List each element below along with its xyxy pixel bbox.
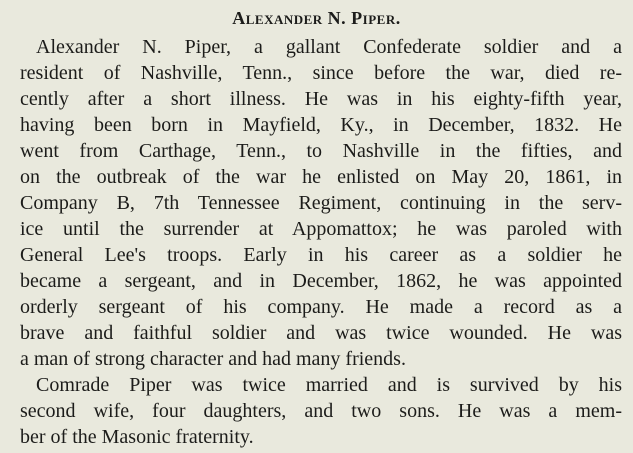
paragraph-2	[20, 372, 622, 450]
text-line: became a sergeant, and in December, 1862, he was appointed	[20, 270, 622, 292]
text-line: went from Carthage, Tenn., to Nashville in the fifties, and	[20, 140, 622, 162]
text-line: ber of the Masonic fraternity.	[20, 426, 254, 448]
article-title: Alexander N. Piper.	[232, 8, 401, 28]
text-line: Alexander N. Piper, a gallant Confederate soldier and a	[36, 36, 622, 58]
text-line: orderly sergeant of his company. He made a record as a	[20, 296, 622, 318]
text-line: brave and faithful soldier and was twice wounded. He was	[20, 322, 622, 344]
text-line: a man of strong character and had many friends.	[20, 348, 406, 370]
text-line: Company B, 7th Tennessee Regiment, continuing in the serv-	[20, 192, 622, 214]
text-line: General Lee's troops. Early in his career as a soldier he	[20, 244, 622, 266]
text-line: ice until the surrender at Appomattox; he was paroled with	[20, 218, 622, 240]
text-line: on the outbreak of the war he enlisted on May 20, 1861, in	[20, 166, 622, 188]
text-line: cently after a short illness. He was in his eighty-fifth year,	[20, 88, 622, 110]
text-line: resident of Nashville, Tenn., since before the war, died re-	[20, 62, 622, 84]
text-line: Comrade Piper was twice married and is survived by his	[36, 374, 622, 396]
article-body	[20, 34, 622, 450]
text-line: having been born in Mayfield, Ky., in December, 1832. He	[20, 114, 622, 136]
paragraph-1	[20, 34, 622, 372]
text-line: second wife, four daughters, and two sons. He was a mem-	[20, 400, 622, 422]
